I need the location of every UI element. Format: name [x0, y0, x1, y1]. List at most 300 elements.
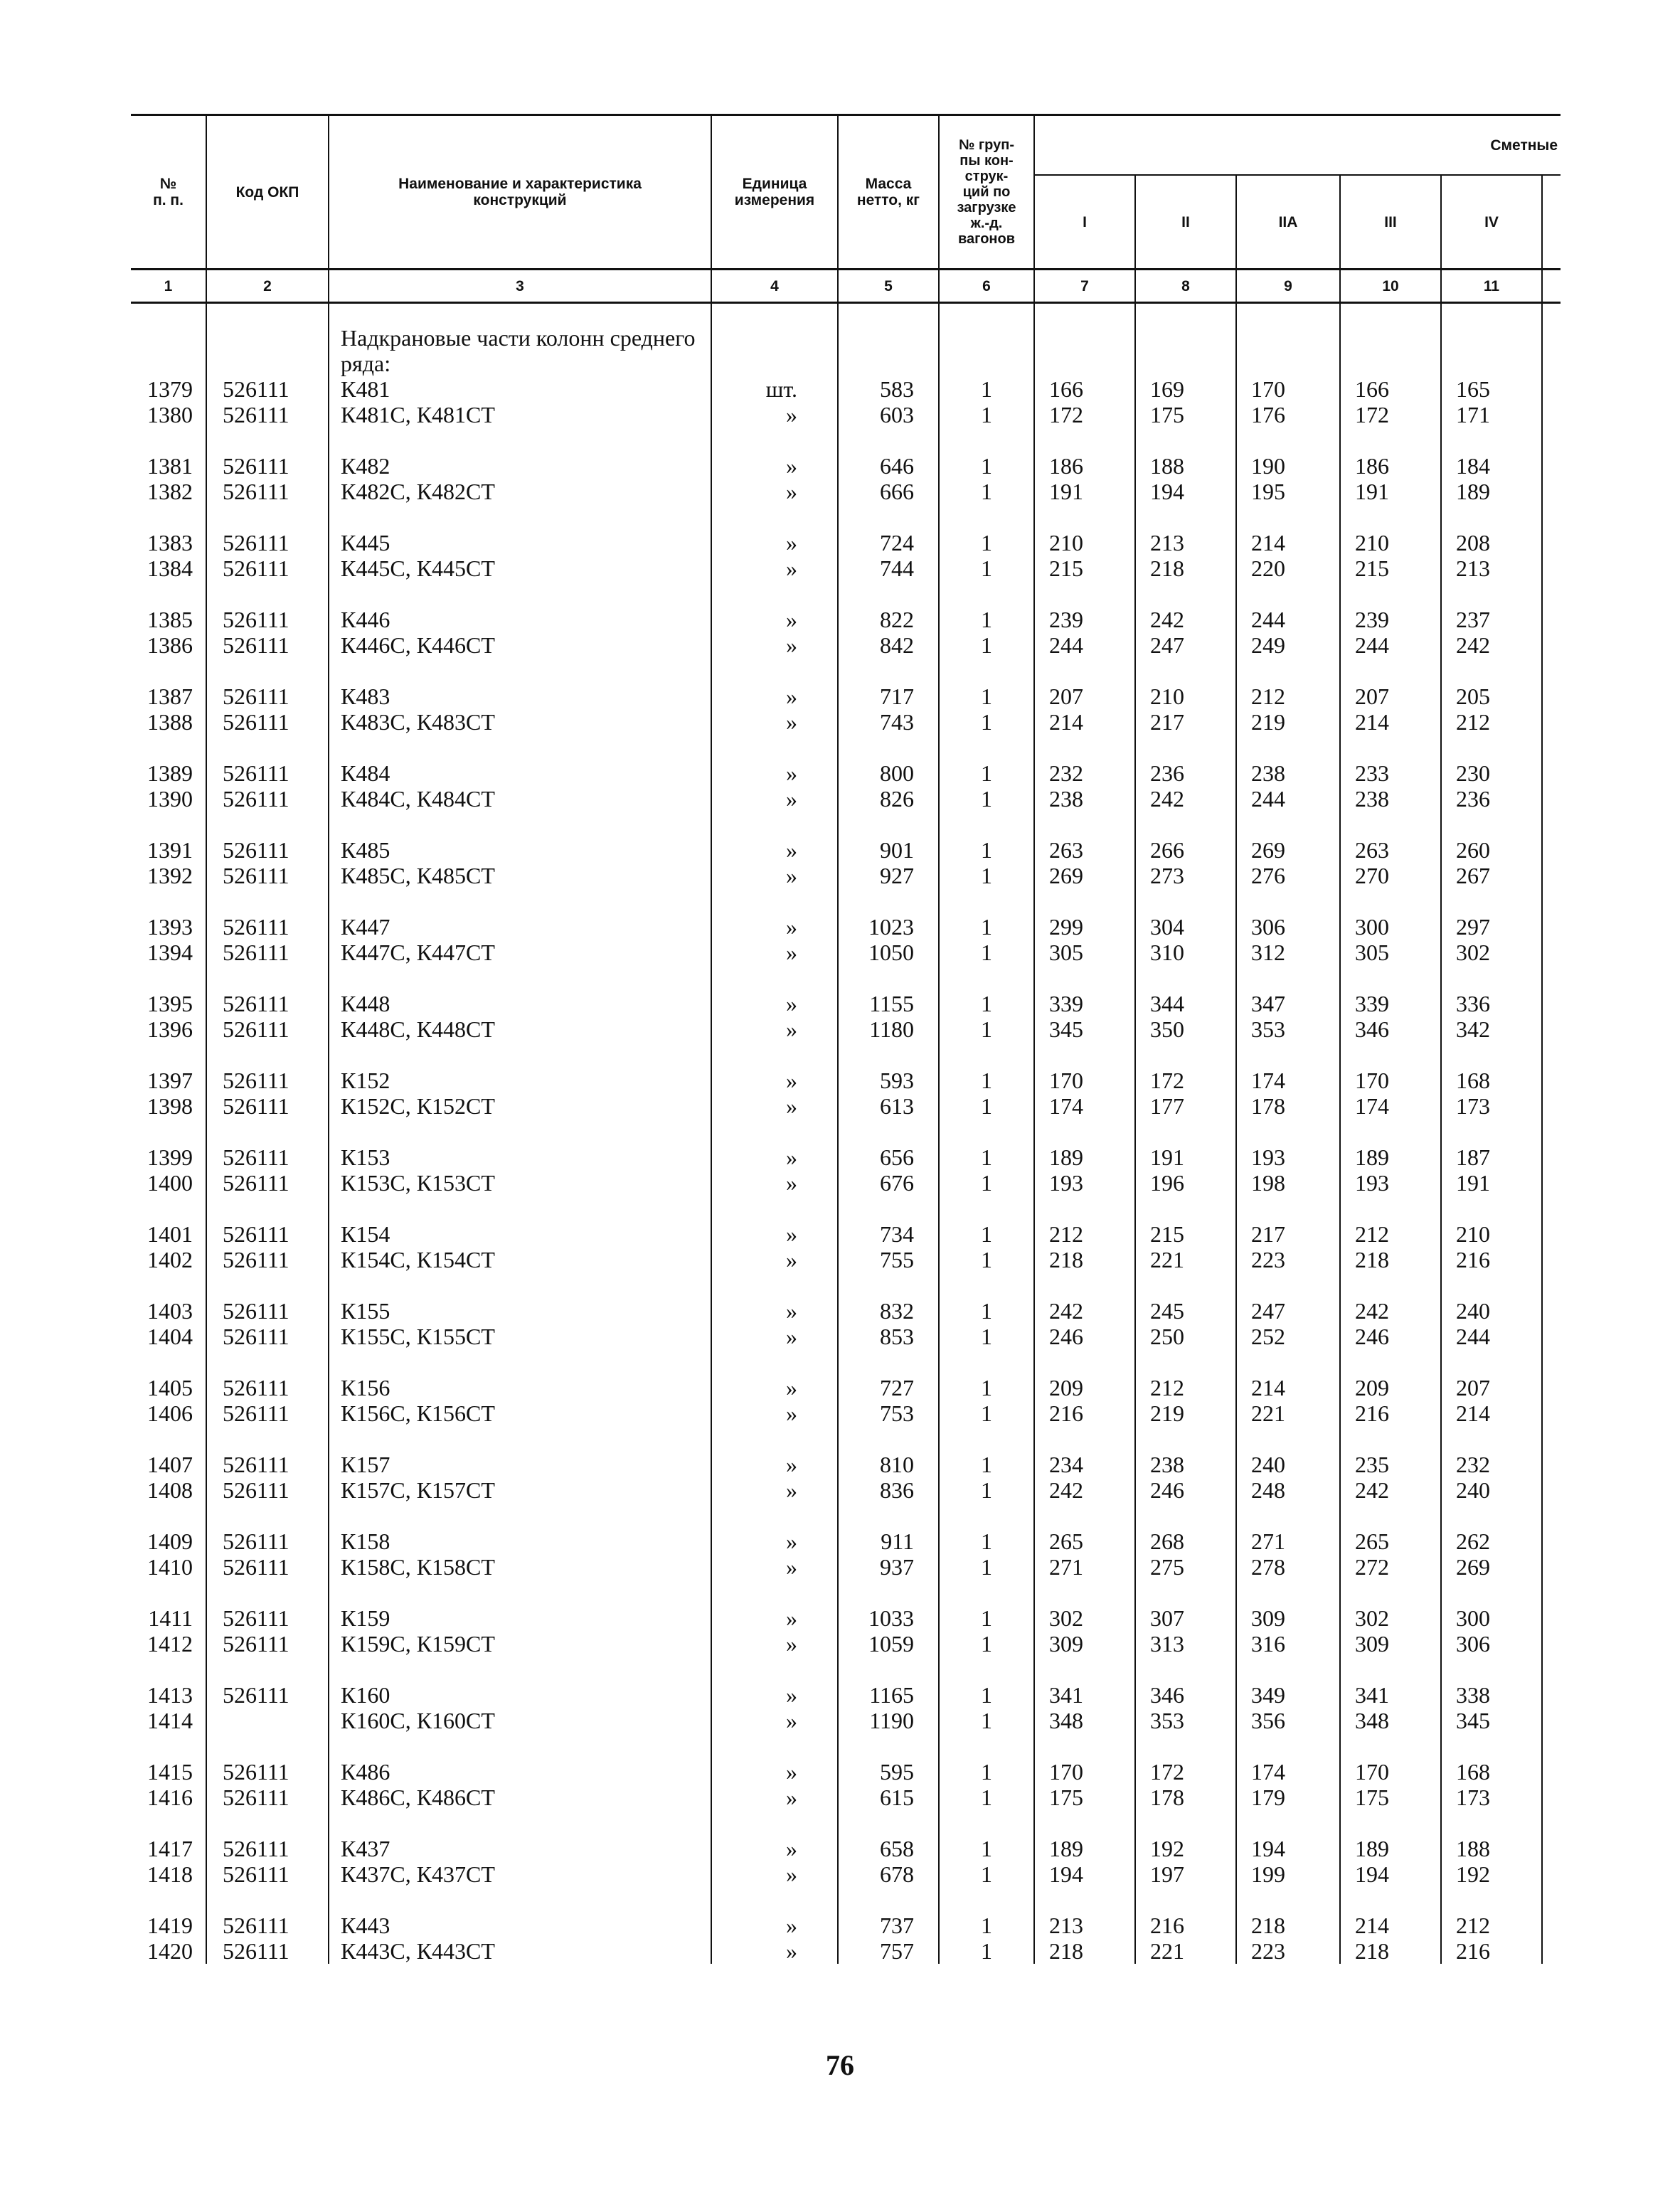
header-group: № груп- пы кон- струк- ций по загрузке ж.-д. вагонов: [939, 115, 1034, 270]
col-number: 2: [206, 270, 329, 303]
price-zone-4: 214: [1441, 1400, 1542, 1426]
load-group: 1: [939, 453, 1034, 479]
row-number: 1412: [147, 1631, 193, 1657]
price-zone-1: 302: [1034, 1605, 1135, 1631]
table-edge: [1542, 632, 1561, 658]
construction-name: К155С, К155СТ: [329, 1324, 711, 1349]
load-group: 1: [939, 1247, 1034, 1272]
unit: »: [711, 632, 838, 658]
col-number: 7: [1034, 270, 1135, 303]
net-mass: 717: [838, 684, 939, 709]
load-group: 1: [939, 709, 1034, 735]
price-zone-2a: 174: [1236, 1068, 1340, 1093]
price-zone-4: 236: [1441, 786, 1542, 812]
col-number: 3: [329, 270, 711, 303]
price-zone-3: 302: [1340, 1605, 1441, 1631]
net-mass: 724: [838, 530, 939, 555]
row-number: 1407: [147, 1452, 193, 1477]
okp-code: 526111: [206, 709, 329, 735]
unit: »: [711, 1477, 838, 1503]
unit: »: [711, 1016, 838, 1042]
row-number: 1389: [147, 760, 193, 786]
construction-name: К157: [329, 1452, 711, 1477]
price-zone-1: 238: [1034, 786, 1135, 812]
price-zone-2: 192: [1135, 1836, 1236, 1861]
price-zone-4: 244: [1441, 1324, 1542, 1349]
price-zone-1: 166: [1034, 376, 1135, 402]
price-zone-3: 218: [1340, 1938, 1441, 1964]
table-edge: [1542, 1913, 1561, 1938]
table-row: [131, 1400, 1561, 1426]
table-edge: [1542, 1068, 1561, 1093]
price-zone-2: 268: [1135, 1529, 1236, 1554]
section-title: Надкрановые части колонн среднего ряда:: [329, 303, 711, 377]
price-zone-2a: 306: [1236, 914, 1340, 940]
load-group: 1: [939, 1554, 1034, 1580]
price-zone-2: 188: [1135, 453, 1236, 479]
net-mass: 755: [838, 1247, 939, 1272]
price-zone-3: 166: [1340, 376, 1441, 402]
price-zone-2: 266: [1135, 837, 1236, 863]
table-edge: [1542, 607, 1561, 632]
price-zone-4: 165: [1441, 376, 1542, 402]
net-mass: 676: [838, 1170, 939, 1196]
col-number: [1542, 270, 1561, 303]
col-number: 11: [1441, 270, 1542, 303]
load-group: 1: [939, 1093, 1034, 1119]
construction-name: К159С, К159СТ: [329, 1631, 711, 1657]
row-gap: [131, 735, 1561, 760]
price-zone-4: 168: [1441, 1759, 1542, 1785]
price-zone-3: 193: [1340, 1170, 1441, 1196]
construction-name: К485: [329, 837, 711, 863]
row-number: 1413: [147, 1682, 193, 1708]
unit: »: [711, 1785, 838, 1810]
net-mass: 678: [838, 1861, 939, 1887]
price-zone-2a: 199: [1236, 1861, 1340, 1887]
col-number: 6: [939, 270, 1034, 303]
header-zone-4: IV: [1441, 175, 1542, 270]
row-number: 1410: [147, 1554, 193, 1580]
net-mass: 1180: [838, 1016, 939, 1042]
table-row: [131, 1068, 1561, 1093]
price-zone-1: 232: [1034, 760, 1135, 786]
header-name: Наименование и характеристика конструкций: [329, 115, 711, 270]
load-group: 1: [939, 1400, 1034, 1426]
table-edge: [1542, 940, 1561, 965]
price-zone-2: 196: [1135, 1170, 1236, 1196]
price-zone-1: 209: [1034, 1375, 1135, 1400]
load-group: 1: [939, 1144, 1034, 1170]
header-zone-5: [1542, 175, 1561, 270]
row-number: 1388: [147, 709, 193, 735]
price-zone-3: 300: [1340, 914, 1441, 940]
price-zone-4: 173: [1441, 1785, 1542, 1810]
row-gap: [131, 427, 1561, 453]
price-zone-4: 189: [1441, 479, 1542, 504]
load-group: 1: [939, 632, 1034, 658]
construction-name: К159: [329, 1605, 711, 1631]
header-unit: Единица измерения: [711, 115, 838, 270]
price-zone-3: 216: [1340, 1400, 1441, 1426]
price-zone-2: 245: [1135, 1298, 1236, 1324]
table-edge: [1542, 1375, 1561, 1400]
price-zone-4: 210: [1441, 1221, 1542, 1247]
price-zone-3: 170: [1340, 1068, 1441, 1093]
construction-name: К486: [329, 1759, 711, 1785]
price-zone-2: 242: [1135, 607, 1236, 632]
table-row: [131, 1605, 1561, 1631]
price-zone-1: 242: [1034, 1477, 1135, 1503]
row-gap: [131, 1119, 1561, 1144]
construction-name: К152: [329, 1068, 711, 1093]
construction-name: К443С, К443СТ: [329, 1938, 711, 1964]
row-gap: [131, 1503, 1561, 1529]
table-row: [131, 1324, 1561, 1349]
row-gap: [131, 1196, 1561, 1221]
row-number: 1409: [147, 1529, 193, 1554]
price-zone-3: 242: [1340, 1298, 1441, 1324]
price-zone-1: 189: [1034, 1836, 1135, 1861]
price-zone-2a: 238: [1236, 760, 1340, 786]
price-zone-2: 346: [1135, 1682, 1236, 1708]
construction-name: К437С, К437СТ: [329, 1861, 711, 1887]
okp-code: 526111: [206, 1452, 329, 1477]
table-row: [131, 632, 1561, 658]
row-number: 1411: [148, 1605, 193, 1631]
net-mass: 583: [838, 376, 939, 402]
unit: »: [711, 402, 838, 427]
price-zone-2a: 353: [1236, 1016, 1340, 1042]
okp-code: 526111: [206, 555, 329, 581]
net-mass: 658: [838, 1836, 939, 1861]
price-zone-4: 191: [1441, 1170, 1542, 1196]
okp-code: 526111: [206, 1836, 329, 1861]
okp-code: 526111: [206, 1400, 329, 1426]
table-edge: [1542, 1400, 1561, 1426]
price-zone-4: 242: [1441, 632, 1542, 658]
row-gap: [131, 812, 1561, 837]
net-mass: 800: [838, 760, 939, 786]
price-zone-3: 265: [1340, 1529, 1441, 1554]
okp-code: 526111: [206, 991, 329, 1016]
table-row: [131, 684, 1561, 709]
net-mass: 666: [838, 479, 939, 504]
table-row: [131, 1221, 1561, 1247]
unit: »: [711, 1708, 838, 1733]
col-number: 10: [1340, 270, 1441, 303]
unit: »: [711, 1682, 838, 1708]
price-zone-1: 271: [1034, 1554, 1135, 1580]
price-zone-2a: 347: [1236, 991, 1340, 1016]
construction-name: К481: [329, 376, 711, 402]
price-zone-4: 168: [1441, 1068, 1542, 1093]
table-row: [131, 1375, 1561, 1400]
price-zone-2: 307: [1135, 1605, 1236, 1631]
okp-code: 526111: [206, 1477, 329, 1503]
construction-name: К446С, К446СТ: [329, 632, 711, 658]
price-zone-2a: 278: [1236, 1554, 1340, 1580]
table-edge: [1542, 1836, 1561, 1861]
price-zone-2a: 219: [1236, 709, 1340, 735]
unit: »: [711, 1247, 838, 1272]
load-group: 1: [939, 1477, 1034, 1503]
unit: »: [711, 453, 838, 479]
row-number: 1396: [147, 1016, 193, 1042]
unit: »: [711, 1375, 838, 1400]
header-mass: Масса нетто, кг: [838, 115, 939, 270]
price-zone-4: 302: [1441, 940, 1542, 965]
price-zone-2a: 309: [1236, 1605, 1340, 1631]
price-zone-2a: 271: [1236, 1529, 1340, 1554]
okp-code: 526111: [206, 1785, 329, 1810]
col-number: 8: [1135, 270, 1236, 303]
construction-name: К156: [329, 1375, 711, 1400]
construction-name: К160: [329, 1682, 711, 1708]
load-group: 1: [939, 1759, 1034, 1785]
okp-code: 526111: [206, 1068, 329, 1093]
unit: »: [711, 1631, 838, 1657]
load-group: 1: [939, 1861, 1034, 1887]
price-zone-2a: 247: [1236, 1298, 1340, 1324]
okp-code: 526111: [206, 1861, 329, 1887]
table-row: [131, 1477, 1561, 1503]
unit: »: [711, 1400, 838, 1426]
price-zone-2a: 190: [1236, 453, 1340, 479]
net-mass: 595: [838, 1759, 939, 1785]
load-group: 1: [939, 376, 1034, 402]
construction-name: К152С, К152СТ: [329, 1093, 711, 1119]
page-number: 76: [826, 2049, 854, 2081]
unit: »: [711, 914, 838, 940]
load-group: 1: [939, 1298, 1034, 1324]
price-zone-2a: 244: [1236, 786, 1340, 812]
table-edge: [1542, 991, 1561, 1016]
construction-name: К447С, К447СТ: [329, 940, 711, 965]
unit: »: [711, 1324, 838, 1349]
table-edge: [1542, 863, 1561, 888]
price-zone-1: 244: [1034, 632, 1135, 658]
construction-name: К157С, К157СТ: [329, 1477, 711, 1503]
price-zone-2a: 178: [1236, 1093, 1340, 1119]
price-zone-4: 240: [1441, 1298, 1542, 1324]
construction-name: К153: [329, 1144, 711, 1170]
price-zone-3: 175: [1340, 1785, 1441, 1810]
okp-code: 526111: [206, 940, 329, 965]
net-mass: 603: [838, 402, 939, 427]
okp-code: 526111: [206, 1682, 329, 1708]
net-mass: 615: [838, 1785, 939, 1810]
load-group: 1: [939, 1605, 1034, 1631]
load-group: 1: [939, 991, 1034, 1016]
table-row: [131, 1093, 1561, 1119]
price-zone-2a: 214: [1236, 1375, 1340, 1400]
table-edge: [1542, 1221, 1561, 1247]
price-zone-4: 240: [1441, 1477, 1542, 1503]
load-group: 1: [939, 1682, 1034, 1708]
net-mass: 646: [838, 453, 939, 479]
load-group: 1: [939, 684, 1034, 709]
price-zone-2a: 198: [1236, 1170, 1340, 1196]
net-mass: 743: [838, 709, 939, 735]
table-row: [131, 1016, 1561, 1042]
construction-name: К154: [329, 1221, 711, 1247]
table-edge: [1542, 786, 1561, 812]
price-zone-2a: 248: [1236, 1477, 1340, 1503]
unit: »: [711, 1836, 838, 1861]
table-row: [131, 940, 1561, 965]
price-zone-2: 350: [1135, 1016, 1236, 1042]
row-gap: [131, 1349, 1561, 1375]
table-edge: [1542, 1144, 1561, 1170]
load-group: 1: [939, 1324, 1034, 1349]
price-zone-2: 221: [1135, 1938, 1236, 1964]
unit: »: [711, 760, 838, 786]
header-code: Код ОКП: [206, 115, 329, 270]
price-zone-2: 275: [1135, 1554, 1236, 1580]
load-group: 1: [939, 1068, 1034, 1093]
header-zone-2a: IIА: [1236, 175, 1340, 270]
table-edge: [1542, 1605, 1561, 1631]
price-zone-2a: 249: [1236, 632, 1340, 658]
unit: »: [711, 709, 838, 735]
row-number: 1391: [147, 837, 193, 863]
net-mass: 826: [838, 786, 939, 812]
okp-code: 526111: [206, 607, 329, 632]
net-mass: 927: [838, 863, 939, 888]
okp-code: 526111: [206, 786, 329, 812]
price-zone-3: 272: [1340, 1554, 1441, 1580]
price-zone-4: 213: [1441, 555, 1542, 581]
price-zone-4: 237: [1441, 607, 1542, 632]
price-zone-4: 187: [1441, 1144, 1542, 1170]
table-edge: [1542, 1759, 1561, 1785]
construction-name: К481С, К481СТ: [329, 402, 711, 427]
price-zone-2a: 176: [1236, 402, 1340, 427]
price-zone-2: 246: [1135, 1477, 1236, 1503]
header-no: № п. п.: [131, 115, 206, 270]
okp-code: 526111: [206, 1529, 329, 1554]
col-number: 1: [131, 270, 206, 303]
net-mass: 737: [838, 1913, 939, 1938]
price-zone-2a: 349: [1236, 1682, 1340, 1708]
row-gap: [131, 1426, 1561, 1452]
price-zone-1: 170: [1034, 1759, 1135, 1785]
table-edge: [1542, 914, 1561, 940]
load-group: 1: [939, 1913, 1034, 1938]
price-zone-2a: 212: [1236, 684, 1340, 709]
price-zone-3: 263: [1340, 837, 1441, 863]
price-zone-2a: 193: [1236, 1144, 1340, 1170]
price-zone-1: 269: [1034, 863, 1135, 888]
load-group: 1: [939, 940, 1034, 965]
price-zone-3: 172: [1340, 402, 1441, 427]
price-zone-3: 305: [1340, 940, 1441, 965]
price-zone-2a: 312: [1236, 940, 1340, 965]
price-zone-2: 344: [1135, 991, 1236, 1016]
okp-code: 526111: [206, 1170, 329, 1196]
unit: »: [711, 1529, 838, 1554]
construction-name: К437: [329, 1836, 711, 1861]
table-row: [131, 760, 1561, 786]
price-zone-3: 174: [1340, 1093, 1441, 1119]
price-zone-4: 192: [1441, 1861, 1542, 1887]
price-zone-2: 194: [1135, 479, 1236, 504]
construction-name: К484С, К484СТ: [329, 786, 711, 812]
price-zone-2: 213: [1135, 530, 1236, 555]
price-zone-2: 353: [1135, 1708, 1236, 1733]
construction-name: К154С, К154СТ: [329, 1247, 711, 1272]
price-zone-3: 270: [1340, 863, 1441, 888]
row-gap: [131, 1810, 1561, 1836]
row-number: 1395: [147, 991, 193, 1016]
unit: »: [711, 1093, 838, 1119]
table-row: [131, 1938, 1561, 1964]
net-mass: 1059: [838, 1631, 939, 1657]
row-number: 1382: [147, 479, 193, 504]
construction-name: К448С, К448СТ: [329, 1016, 711, 1042]
net-mass: 753: [838, 1400, 939, 1426]
price-zone-2a: 269: [1236, 837, 1340, 863]
table-row: [131, 402, 1561, 427]
row-gap: [131, 965, 1561, 991]
row-number: 1401: [147, 1221, 193, 1247]
price-zone-2: 304: [1135, 914, 1236, 940]
price-zone-3: 214: [1340, 709, 1441, 735]
section-row: [131, 303, 1561, 377]
table-edge: [1542, 1093, 1561, 1119]
header-zone-1: I: [1034, 175, 1135, 270]
load-group: 1: [939, 837, 1034, 863]
price-zone-1: 174: [1034, 1093, 1135, 1119]
row-gap: [131, 504, 1561, 530]
price-zone-3: 218: [1340, 1247, 1441, 1272]
price-zone-3: 186: [1340, 453, 1441, 479]
okp-code: 526111: [206, 1247, 329, 1272]
net-mass: 836: [838, 1477, 939, 1503]
price-zone-3: 215: [1340, 555, 1441, 581]
construction-name: К482: [329, 453, 711, 479]
price-zone-3: 309: [1340, 1631, 1441, 1657]
price-zone-4: 212: [1441, 1913, 1542, 1938]
table-edge: [1542, 1016, 1561, 1042]
net-mass: 1033: [838, 1605, 939, 1631]
net-mass: 1155: [838, 991, 939, 1016]
okp-code: 526111: [206, 1221, 329, 1247]
okp-code: 526111: [206, 863, 329, 888]
price-zone-4: 230: [1441, 760, 1542, 786]
table-row: [131, 914, 1561, 940]
construction-name: К156С, К156СТ: [329, 1400, 711, 1426]
price-zone-4: 232: [1441, 1452, 1542, 1477]
unit: »: [711, 1144, 838, 1170]
table-row: [131, 1682, 1561, 1708]
price-zone-1: 212: [1034, 1221, 1135, 1247]
table-edge: [1542, 1324, 1561, 1349]
price-zone-3: 189: [1340, 1836, 1441, 1861]
unit: »: [711, 1913, 838, 1938]
price-zone-2: 169: [1135, 376, 1236, 402]
row-number: 1414: [147, 1708, 193, 1733]
row-number: 1379: [147, 376, 193, 402]
net-mass: 911: [838, 1529, 939, 1554]
table-edge: [1542, 530, 1561, 555]
price-zone-2: 178: [1135, 1785, 1236, 1810]
price-zone-2: 177: [1135, 1093, 1236, 1119]
load-group: 1: [939, 1836, 1034, 1861]
table-edge: [1542, 1554, 1561, 1580]
price-zone-2: 219: [1135, 1400, 1236, 1426]
